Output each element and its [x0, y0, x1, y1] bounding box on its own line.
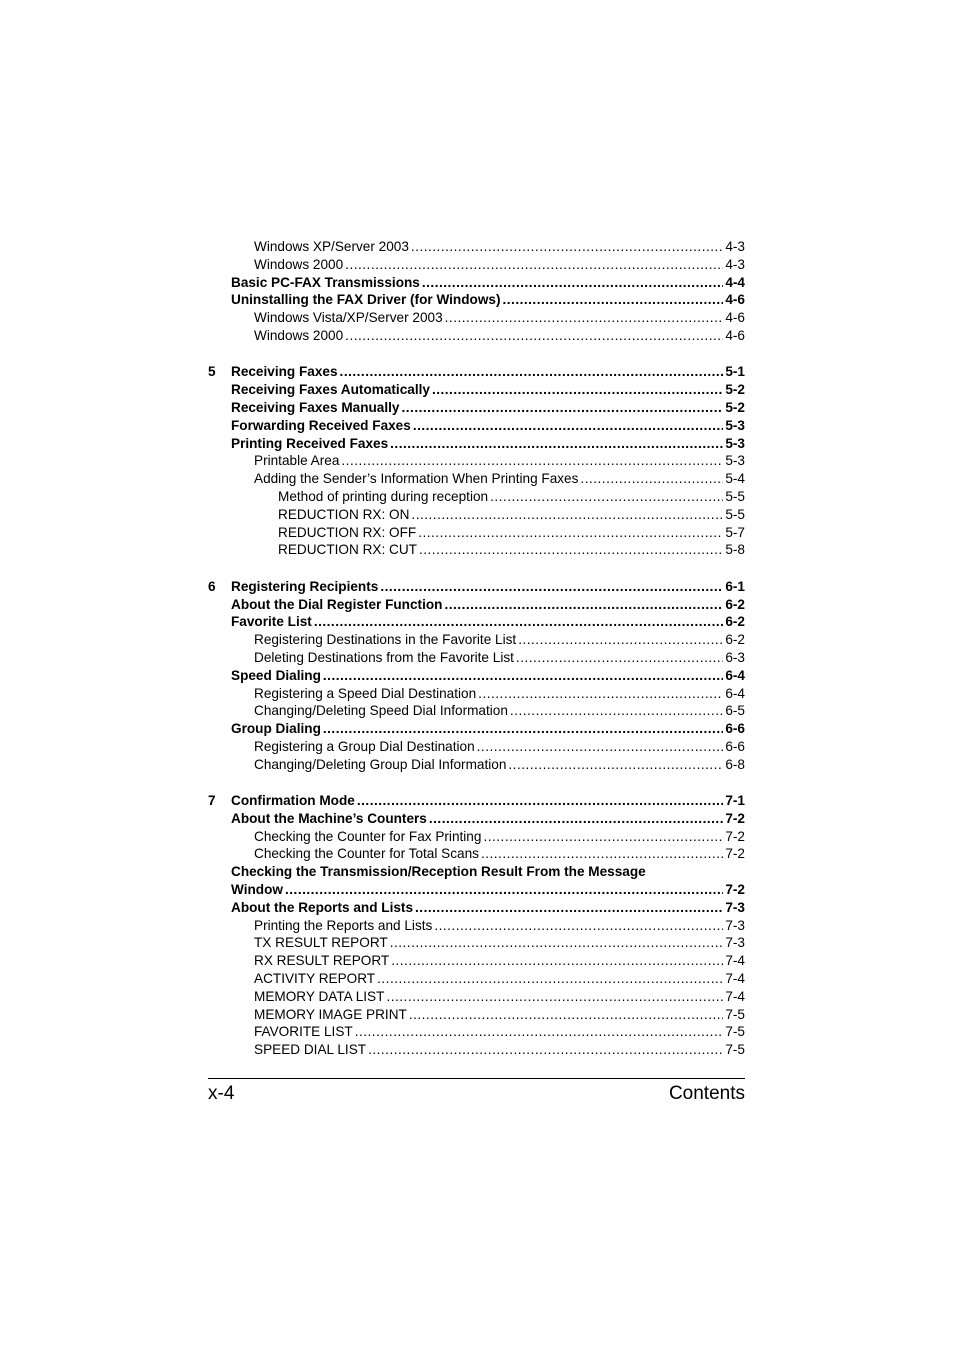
toc-entry[interactable] [208, 541, 745, 559]
toc-entry-title: Registering a Group Dial Destination [254, 738, 475, 754]
toc-entry-title: Speed Dialing [231, 667, 321, 683]
toc-entry-title: MEMORY DATA LIST [254, 988, 385, 1004]
toc-dot-leader [391, 952, 723, 970]
toc-dot-leader [411, 238, 723, 256]
toc-dot-leader [380, 578, 723, 596]
toc-entry-title: Changing/Deleting Speed Dial Information [254, 703, 508, 719]
toc-entry-title: Printing the Reports and Lists [254, 917, 433, 933]
toc-entry[interactable] [208, 578, 745, 596]
toc-entry[interactable] [208, 756, 745, 774]
toc-page-number: 7-1 [725, 793, 745, 809]
toc-entry[interactable] [208, 381, 745, 399]
toc-page-number: 6-3 [725, 649, 745, 665]
toc-page-number: 5-5 [725, 506, 745, 522]
toc-dot-leader [490, 488, 723, 506]
toc-entry[interactable] [208, 631, 745, 649]
toc-dot-leader [444, 596, 723, 614]
toc-entry[interactable] [208, 470, 745, 488]
toc-page-number: 5-8 [725, 542, 745, 558]
toc-dot-leader [411, 506, 723, 524]
toc-entry-title: Confirmation Mode [231, 793, 355, 809]
toc-page-number: 7-4 [725, 988, 745, 1004]
toc-dot-leader [340, 363, 724, 381]
toc-page-number: 4-6 [725, 327, 745, 343]
toc-entry[interactable] [208, 506, 745, 524]
toc-dot-leader [518, 631, 723, 649]
toc-page-number: 4-3 [725, 239, 745, 254]
toc-page-number: 5-3 [725, 453, 745, 469]
toc-entry[interactable] [208, 863, 745, 881]
toc-chapter-number: 7 [208, 793, 216, 809]
toc-entry-title: Registering Recipients [231, 578, 379, 594]
toc-entry-title: Receiving Faxes Manually [231, 399, 400, 415]
toc-dot-leader [481, 845, 723, 863]
toc-page-number: 6-5 [725, 703, 745, 719]
toc-entry[interactable] [208, 792, 745, 810]
toc-entry[interactable] [208, 399, 745, 417]
toc-entry-title: Adding the Sender’s Information When Printing Faxes [254, 471, 579, 487]
toc-entry[interactable] [208, 952, 745, 970]
toc-entry[interactable] [208, 881, 745, 899]
toc-page-number: 6-4 [725, 685, 745, 701]
toc-entry-title: Uninstalling the FAX Driver (for Windows) [231, 292, 501, 308]
toc-entry-title: About the Machine’s Counters [231, 810, 427, 826]
toc-page-number: 5-1 [725, 364, 745, 380]
toc-entry-title: Checking the Counter for Total Scans [254, 846, 479, 862]
toc-dot-leader [483, 828, 723, 846]
toc-entry[interactable] [208, 899, 745, 917]
toc-entry[interactable] [208, 970, 745, 988]
toc-page-number: 5-3 [725, 417, 745, 433]
toc-entry-title: Registering a Speed Dial Destination [254, 685, 477, 701]
footer-section-title: Contents [668, 1083, 745, 1104]
toc-entry[interactable] [208, 524, 745, 542]
toc-page-number: 7-3 [725, 917, 745, 933]
toc-page-number: 4-6 [725, 292, 745, 308]
toc-entry-title: REDUCTION RX: OFF [278, 524, 417, 540]
footer-page-number: x-4 [208, 1083, 235, 1104]
toc-entry-title: MEMORY IMAGE PRINT [254, 1006, 407, 1022]
toc-page-number: 6-2 [725, 632, 745, 648]
toc-entry[interactable] [208, 363, 745, 381]
toc-entry-title: Forwarding Received Faxes [231, 417, 411, 433]
toc-entry[interactable] [208, 309, 745, 327]
toc-page-number: 6-4 [725, 667, 745, 683]
toc-entry[interactable] [208, 720, 745, 738]
toc-entry-title: About the Dial Register Function [231, 596, 443, 612]
toc-page-number: 6-1 [725, 578, 745, 594]
toc-dot-leader [357, 792, 723, 810]
toc-page-number: 5-2 [725, 382, 745, 398]
toc-chapter-number: 5 [208, 364, 216, 380]
toc-entry[interactable] [208, 1006, 745, 1024]
toc-dot-leader [510, 702, 723, 720]
toc-entry-title: Registering Destinations in the Favorite List [254, 632, 517, 648]
toc-entry[interactable] [208, 667, 745, 685]
toc-entry-title: RX RESULT REPORT [254, 953, 390, 969]
toc-dot-leader [478, 685, 723, 703]
toc-entry[interactable] [208, 238, 745, 256]
toc-entry[interactable] [208, 1023, 745, 1041]
toc-dot-leader [390, 934, 724, 952]
toc-dot-leader [345, 256, 723, 274]
toc-page-number: 7-2 [725, 846, 745, 862]
toc-page-number: 7-5 [725, 1024, 745, 1040]
toc-page-number: 5-5 [725, 488, 745, 504]
toc-dot-leader [429, 810, 723, 828]
toc-entry-title: Windows XP/Server 2003 [254, 239, 409, 254]
toc-entry-title: Printing Received Faxes [231, 435, 389, 451]
toc-entry[interactable] [208, 596, 745, 614]
toc-entry[interactable] [208, 649, 745, 667]
toc-page-number: 5-7 [725, 524, 745, 540]
toc-dot-leader [386, 988, 723, 1006]
toc-page-number: 7-4 [725, 971, 745, 987]
toc-entry-title: REDUCTION RX: CUT [278, 542, 417, 558]
toc-entry-title: Receiving Faxes [231, 364, 338, 380]
toc-entry-title: Basic PC-FAX Transmissions [231, 274, 420, 290]
toc-dot-leader [422, 274, 723, 292]
toc-chapter-number: 6 [208, 578, 216, 594]
toc-dot-leader [314, 613, 724, 631]
toc-page-number: 4-3 [725, 256, 745, 272]
toc-dot-leader [477, 738, 724, 756]
toc-entry[interactable] [208, 613, 745, 631]
toc-page-number: 7-3 [725, 899, 745, 915]
toc-entry[interactable] [208, 1041, 745, 1059]
toc-dot-leader [419, 541, 723, 559]
toc-entry[interactable] [208, 685, 745, 703]
toc-page-number: 5-3 [725, 435, 745, 451]
toc-entry[interactable] [208, 435, 745, 453]
toc-entry-title: Checking the Counter for Fax Printing [254, 828, 482, 844]
toc-entry[interactable] [208, 702, 745, 720]
toc-entry-title: Deleting Destinations from the Favorite List [254, 649, 514, 665]
toc-dot-leader [323, 720, 723, 738]
toc-entry-title: TX RESULT REPORT [254, 935, 388, 951]
toc-entry-title: SPEED DIAL LIST [254, 1042, 367, 1058]
toc-page-number: 4-4 [725, 274, 745, 290]
toc-page-number: 7-3 [725, 935, 745, 951]
toc-entry-title: Receiving Faxes Automatically [231, 382, 430, 398]
toc-entry[interactable] [208, 988, 745, 1006]
toc-dot-leader [377, 970, 723, 988]
toc-entry-title: Checking the Transmission/Reception Result From the Message [231, 864, 646, 880]
toc-entry[interactable] [208, 810, 745, 828]
toc-entry-title: Windows 2000 [254, 256, 344, 272]
toc-entry[interactable] [208, 934, 745, 952]
toc-entry[interactable] [208, 256, 745, 274]
toc-dot-leader [409, 1006, 724, 1024]
toc-dot-leader [516, 649, 723, 667]
toc-page-number: 6-8 [725, 756, 745, 772]
toc-entry[interactable] [208, 417, 745, 435]
toc-page-number: 5-4 [725, 471, 745, 487]
toc-dot-leader [390, 435, 723, 453]
toc-entry-title: ACTIVITY REPORT [254, 971, 376, 987]
toc-dot-leader [355, 1023, 724, 1041]
toc-page-number: 4-6 [725, 310, 745, 326]
toc-entry[interactable] [208, 488, 745, 506]
toc-dot-leader [432, 381, 723, 399]
toc-dot-leader [413, 417, 724, 435]
toc-entry-title: REDUCTION RX: ON [278, 506, 410, 522]
toc-entry[interactable] [208, 452, 745, 470]
toc-entry-title: Windows 2000 [254, 327, 344, 343]
toc-entry-title: FAVORITE LIST [254, 1024, 353, 1040]
toc-page-number: 7-5 [725, 1006, 745, 1022]
toc-dot-leader [341, 452, 723, 470]
toc-dot-leader [368, 1041, 723, 1059]
footer-rule [208, 1078, 745, 1079]
toc-dot-leader [285, 881, 723, 899]
toc-page-number: 6-2 [725, 614, 745, 630]
toc-entry-title: Printable Area [254, 453, 340, 469]
toc-dot-leader [445, 309, 724, 327]
toc-page-number: 7-5 [725, 1042, 745, 1058]
toc-entry[interactable] [208, 274, 745, 292]
toc-page-number: 6-6 [725, 738, 745, 754]
toc-entry-title: About the Reports and Lists [231, 899, 414, 915]
toc-page-number: 7-4 [725, 953, 745, 969]
toc-entry-title: Favorite List [231, 614, 312, 630]
toc-entry[interactable] [208, 845, 745, 863]
toc-entry[interactable] [208, 917, 745, 935]
toc-page-number: 7-2 [725, 828, 745, 844]
toc-page-number: 6-2 [725, 596, 745, 612]
toc-entry[interactable] [208, 291, 745, 309]
toc-dot-leader [323, 667, 723, 685]
toc-dot-leader [580, 470, 723, 488]
toc-dot-leader [415, 899, 723, 917]
toc-entry-title: Method of printing during reception [278, 488, 489, 504]
table-of-contents [208, 238, 745, 1059]
toc-entry-title: Windows Vista/XP/Server 2003 [254, 310, 443, 326]
toc-dot-leader [418, 524, 723, 542]
toc-entry-title: Changing/Deleting Group Dial Information [254, 756, 507, 772]
toc-entry[interactable] [208, 738, 745, 756]
toc-dot-leader [434, 917, 723, 935]
toc-dot-leader [345, 327, 723, 345]
toc-page-number: 7-2 [725, 810, 745, 826]
toc-page-number: 6-6 [725, 721, 745, 737]
toc-page-number: 7-2 [725, 882, 745, 898]
toc-page-number: 5-2 [725, 399, 745, 415]
toc-entry[interactable] [208, 828, 745, 846]
toc-dot-leader [401, 399, 723, 417]
toc-dot-leader [508, 756, 723, 774]
toc-entry-title: Window [231, 882, 283, 898]
toc-dot-leader [503, 291, 724, 309]
toc-entry-title: Group Dialing [231, 721, 321, 737]
toc-entry[interactable] [208, 327, 745, 345]
